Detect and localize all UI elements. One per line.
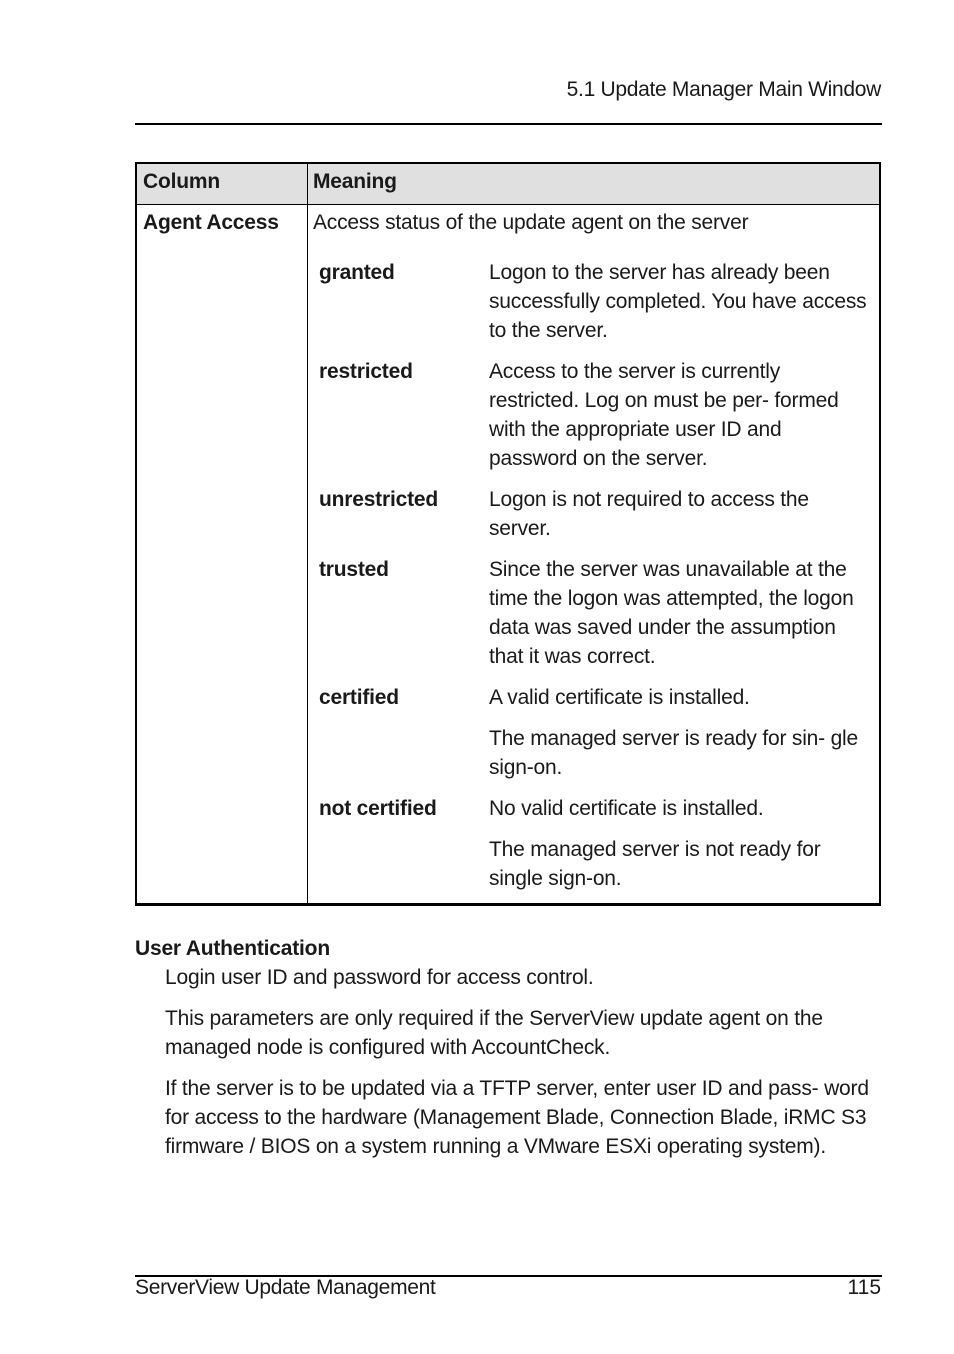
entry-definition [489,794,869,893]
table-header-row [137,164,879,205]
agent-access-table [135,162,881,906]
row-title: Agent Access [143,211,279,234]
entry-term: granted [319,261,395,284]
entry-term: certified [319,686,399,709]
definition-text: Logon to the server has already been successfully completed. You have access to the server. [489,261,867,342]
entry-term: trusted [319,558,389,581]
table-header-column: Column [143,170,220,193]
section-paragraph: Login user ID and password for access control. [165,966,594,989]
section-heading: User Authentication [135,937,330,960]
definition-text: Access to the server is currently restricted. Log on must be per- formed with the appropriate user ID and password on the server. [489,360,839,470]
entry-definition [489,485,869,543]
definition-text: Logon is not required to access the server. [489,488,809,540]
entry-term: unrestricted [319,488,438,511]
section-paragraph: If the server is to be updated via a TFTP server, enter user ID and pass- word for access to the hardware (Management Blade, Connection Blade, iRMC S3 firmware / BIOS on a system running a VMware ESXi operating system). [165,1077,869,1158]
entry-definition [489,357,869,473]
entry-term: restricted [319,360,413,383]
section-paragraph: This parameters are only required if the ServerView update agent on the managed node is configured with AccountCheck. [165,1007,823,1059]
running-header: 5.1 Update Manager Main Window [566,78,881,101]
entry-term: not certified [319,797,437,820]
entry-definition [489,258,869,345]
definition-text: The managed server is not ready for single sign-on. [489,838,821,890]
column-divider [307,164,308,903]
definition-text: No valid certificate is installed. [489,797,764,820]
row-description: Access status of the update agent on the server [313,211,749,234]
entry-definition [489,555,869,671]
definition-text: The managed server is ready for sin- gle sign-on. [489,727,859,779]
header-rule [135,123,882,125]
entry-definition [489,683,869,782]
table-header-meaning: Meaning [313,170,397,193]
user-authentication-section [135,934,881,1173]
footer-doc-title: ServerView Update Management [135,1276,436,1299]
definition-text: Since the server was unavailable at the time the logon was attempted, the logon data was saved under the assumption that it was correct. [489,558,854,668]
definition-text: A valid certificate is installed. [489,686,750,709]
page-number: 115 [847,1276,881,1299]
